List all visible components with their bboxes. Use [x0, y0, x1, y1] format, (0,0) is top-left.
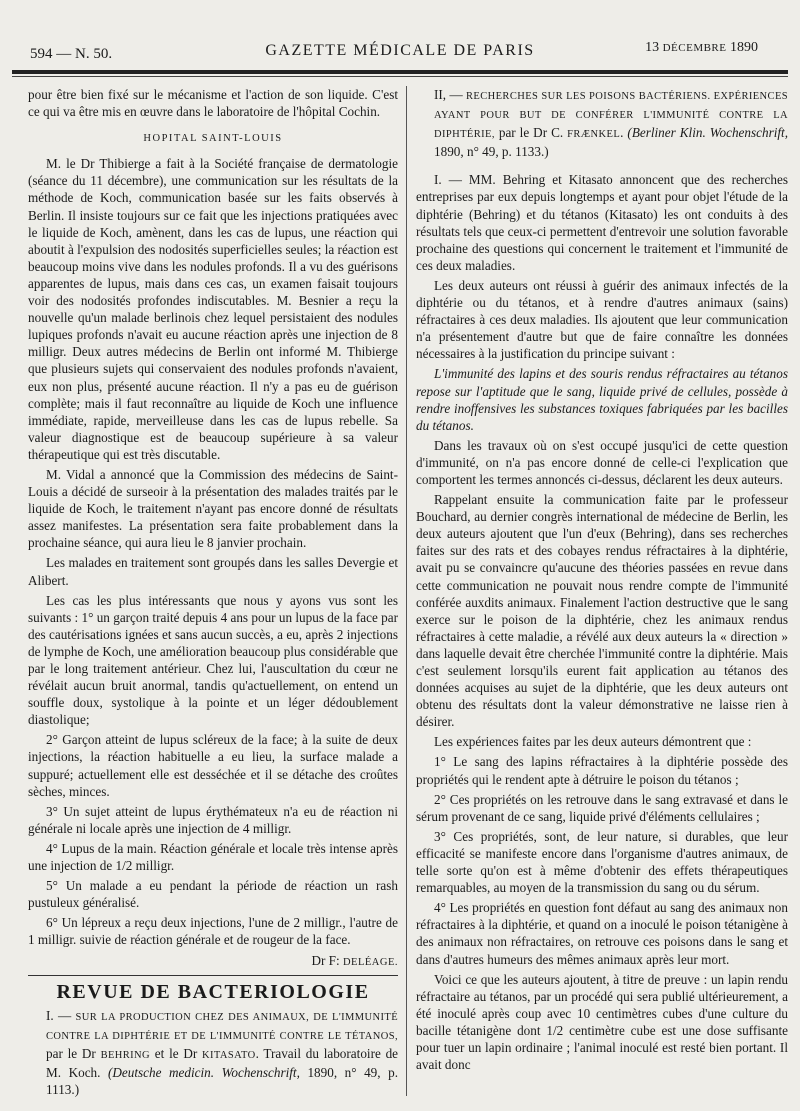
page-header [30, 38, 770, 68]
header-thick-rule [12, 70, 788, 74]
paragraph: Les malades en traitement sont groupés dans les salles Devergie et Alibert. [28, 555, 398, 588]
ref-number: I. — [46, 1007, 72, 1023]
italic-principle: L'immunité des lapins et des souris rendus réfractaires au tétanos repose sur l'aptitude que le sang, liquide privé de cellules, possède à rendre inoffensives les substances toxiques fabriquées par les bacilles du tétanos. [416, 366, 788, 433]
page-number: 594 — N. 50. [30, 46, 113, 62]
paragraph: 2° Ces propriétés on les retrouve dans le sang extravasé et dans le sérum provenant de ce sang, liquide privé d'éléments cellulaires ; [416, 791, 788, 824]
paragraph: Les deux auteurs ont réussi à guérir des animaux infectés de la diphtérie ou du tétanos, et à rendre d'autres animaux (sains) réfractaires à ces deux maladies. Ils ajoutent que leur communication n'a présentement d'autre but que de faire connaître les données nécessaires à la justification du principe suivant : [416, 277, 788, 362]
paragraph: 2° Garçon atteint de lupus scléreux de la face; à la suite de deux injections, la réaction habituelle a eu lieu, la surface malade a suppuré; actuellement elle est desséchée et il se détache des croûtes sèches, minces. [28, 732, 398, 799]
paragraph: 4° Lupus de la main. Réaction générale et locale très intense après une injection de 1/2 milligr. [28, 840, 398, 874]
ref-par: par le Dr [46, 1045, 96, 1061]
intro-paragraph: pour être bien fixé sur le mécanisme et l'action de son liquide. C'est ce qui va être mis en œuvre dans le laboratoire de l'hôpital Cochin. [28, 87, 398, 120]
ref-par: par le Dr C. [498, 125, 564, 141]
section-rule [28, 975, 398, 976]
signature-name: DELÉAGE. [342, 956, 398, 968]
paragraph: Rappelant ensuite la communication faite par le professeur Bouchard, au dernier congrès international de médecine de Berlin, les deux auteurs ajoutent que l'un d'eux (Behring), dans ses recherches faites sur des rats et des cobayes rendus réfractaires à la diphtérie, avait pu se convaincre qu'aucune des théories passées en revue dans cette communication ne pouvait nous rendre compte de l'immunité conférée auxdits animaux. Finalement l'action destructive que le sang exerce sur le poison de la diphtérie, chez les animaux rendus réfractaires à cette maladie, a révélé aux deux auteurs la « direction » dans laquelle devait être cherchée l'immunité contre la diphtérie. Mais c'est seulement lorsqu'ils eurent fait application au tétanos des données acquises au sujet de la diphtérie, que les deux auteurs ont obtenu des résultats dont la valeur démonstrative ne laisse rien à désirer. [416, 492, 788, 730]
paragraph: 1° Le sang des lapins réfractaires à la diphtérie possède des propriétés qui le rendent apte à détruire le poison du tétanos ; [416, 754, 788, 787]
paragraph: Les expériences faites par les deux auteurs démontrent que : [434, 734, 752, 750]
spacer [416, 163, 788, 171]
date-month: DÉCEMBRE [662, 42, 727, 54]
ref-number: II, — [434, 87, 463, 102]
paragraph: 5° Un malade a eu pendant la période de réaction un rash pustuleux généralisé. [28, 878, 398, 911]
paragraph: 3° Un sujet atteint de lupus érythémateux n'a eu de réaction ni générale ni locale après une injection de 4 milligr. [28, 803, 398, 836]
paragraph: Les cas les plus intéressants que nous y ayons vus sont les suivants : 1° un garçon traité depuis 4 ans pour un lupus de la face par des cautérisations ignées et sans aucun succès, a eu, après 2 injections de lymphe de Koch, une amélioration beaucoup plus considérable que par le long traitement antérieur. Chez lui, l'auscultation du cœur ne révélait aucun bruit anormal, tandis qu'actuellement, on entend un souffle doux, systolique à la pointe et un léger dédoublement diastolique; [28, 592, 398, 728]
issue-date [645, 40, 758, 56]
paragraph: 6° Un lépreux a reçu deux injections, l'une de 2 milligr., l'autre de 1 milligr. suivie de réaction générale et de rougeur de la face. [28, 915, 398, 948]
signature-prefix: Dr F: [311, 952, 340, 968]
revue-title: REVUE DE BACTERIOLOGIE [56, 980, 370, 1003]
paragraph: Dans les travaux où on s'est occupé jusqu'ici de cette question d'immunité, on n'a pas encore donné de celle-ci l'explication que comportent les termes annoncés ci-dessus, déclarent les deux auteurs. [416, 437, 788, 487]
ref-citation: 1890, n° 49, p. 1113.) [46, 1064, 398, 1098]
paragraph: I. — MM. Behring et Kitasato annoncent que des recherches entreprises par eux depuis longtemps et ayant pour objet l'étude de la diphtérie (Behring) et du tétanos (Kitasato) les ont conduits à des résultats tels que ceux-ci permettent d'entrevoir une solution favorable prochaine des questions qui concernent le traitement et l'immunité de ces deux maladies. [416, 172, 788, 273]
right-column [416, 86, 788, 1101]
ref-journal: (Deutsche medicin. Wochenschrift, [108, 1064, 300, 1080]
reference-entry: II, — RECHERCHES SUR LES POISONS BACTÉRIENS. EXPÉRIENCES AYANT POUR BUT DE CONFÉRER L'IMMUNITÉ CONTRE LA DIPHTÉRIE, par le Dr C. FRÆNKEL. (Berliner Klin. Wochenschrift, 1890, n° 49, p. 1133.) [434, 87, 788, 160]
journal-title: GAZETTE MÉDICALE DE PARIS [265, 42, 535, 59]
ref-rest: . Travail du laboratoire de M. Koch. [46, 1045, 398, 1080]
date-day: 13 [645, 40, 660, 55]
paragraph: 3° Ces propriétés, sont, de leur nature, si durables, que leur efficacité se manifeste encore dans l'organisme d'autres animaux, de telle sorte qu'on est à même d'obtenir des effets thérapeutiques remarquables, au moyen de la transmission du sang ou du sérum. [416, 828, 788, 896]
left-column [28, 86, 398, 1101]
paragraph: M. Vidal a annoncé que la Commission des médecins de Saint-Louis a décidé de surseoir à la présentation des malades traités par le liquide de Koch, le traitement n'ayant pas encore donné de résultats assez manifestes. La présentation sera faite probablement dans la prochaine séance, qui aura lieu le 8 janvier prochain. [28, 466, 398, 551]
ref-title: SUR LA PRODUCTION CHEZ DES ANIMAUX, DE L'IMMUNITÉ CONTRE LA DIPHTÉRIE ET DE L'IMMUNITÉ CONTRE LE TÉTANOS, [46, 1011, 398, 1042]
section-title-hopital: HOPITAL SAINT-LOUIS [143, 133, 283, 145]
header-thin-rule [12, 76, 788, 77]
ref-author: BEHRING [100, 1049, 151, 1061]
ref-citation: 1890, n° 49, p. 1133.) [434, 144, 549, 160]
reference-entry [28, 1007, 398, 1098]
ref-journal: (Berliner Klin. Wochenschrift, [627, 125, 788, 141]
paragraph: Voici ce que les auteurs ajoutent, à titre de preuve : un lapin rendu réfractaire au tétanos, par un procédé qui sera publié ultérieurement, a été inoculé après coup avec 10 centimètres cubes d'une culture du bacille tétanigène dont 1/2 centimètre cube est une dose suffisante pour tuer un lapin ordinaire ; l'animal inoculé est resté bien portant. Il avait donc [416, 971, 788, 1073]
ref-et: et le Dr [154, 1045, 198, 1061]
date-year: 1890 [730, 40, 758, 55]
signature [28, 952, 398, 971]
ref-title: RECHERCHES SUR LES POISONS BACTÉRIENS. EXPÉRIENCES AYANT POUR BUT DE CONFÉRER L'IMMUNITÉ CONTRE LA DIPHTÉRIE, [434, 91, 788, 141]
paragraph: 4° Les propriétés en question font défaut au sang des animaux non réfractaires à la diphtérie, et quand on a inoculé le poison tétanigène à des animaux non réfractaires, on retrouve ces poisons dans le sang et dans d'autres humeurs des mêmes animaux après leur mort. [416, 900, 788, 967]
column-divider [406, 86, 407, 1096]
ref-author: KITASATO [202, 1049, 256, 1061]
paragraph: M. le Dr Thibierge a fait à la Société française de dermatologie (séance du 11 décembre), une communication sur les résultats de la méthode de Koch, communication basée sur les faits observés à Berlin. Il insiste toujours sur ce fait que les injections pratiquées avec le liquide de Koch, amènent, dans les cas de lupus, une réaction qui aboutit à l'expulsion des nodosités superficielles seules; la réaction est beaucoup moins vive dans les nodules profonds. Il a vu des guérisons apparentes de lupus, mais dans ces cas, un examen faisait toujours voir des nodosités profondes indiscutables. M. Besnier a reçu la nouvelle qu'un malade berlinois chez lequel persistaient des nodules lupiques profonds n'avait eu aucune réaction après une injection de 8 milligr. Deux autres médecins de Berlin ont informé M. Thibierge que plusieurs sujets qui conservaient des nodules profonds n'avaient, eux non plus, présenté aucune réaction. Il n'y a pas eu de guérison complète; mais il faut reconnaître au liquide de Koch une influence immédiate, rapide, merveilleuse dans les cas de lupus rebelle. Sa valeur diagnostique est de beaucoup supérieure à sa valeur thérapeutique qui est très discutable. [28, 156, 398, 462]
ref-author: FRÆNKEL [567, 129, 621, 141]
